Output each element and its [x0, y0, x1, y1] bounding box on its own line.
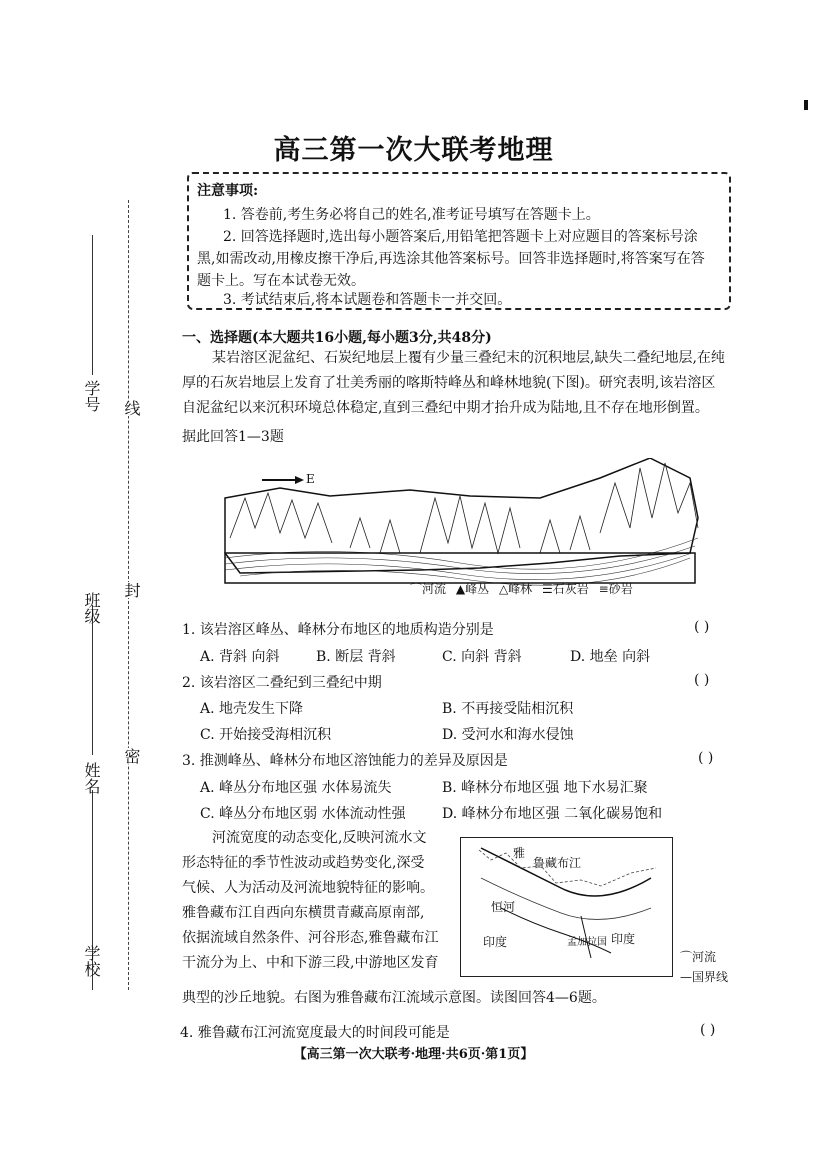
class-field-line — [92, 605, 93, 755]
map-label-india-left: 印度 — [483, 935, 508, 949]
legend-fenglin: 峰林 — [508, 582, 533, 596]
fenglin-legend-icon: △ — [498, 582, 509, 596]
q1-option-b: B. 断层 背斜 — [316, 649, 396, 665]
q3-option-b: B. 峰林分布地区强 地下水易汇聚 — [442, 780, 648, 796]
limestone-legend-icon: ☰ — [542, 582, 553, 596]
passage2-line-1: 河流宽度的动态变化,反映河流水文 — [212, 830, 427, 846]
legend-limestone: 石灰岩 — [552, 582, 589, 596]
notice-item-2c: 题卡上。写在本试卷无效。 — [197, 273, 365, 289]
map-legend-border: 国界线 — [692, 970, 729, 984]
q4-answer-paren: ( ) — [700, 1022, 716, 1038]
legend-fengcong: 峰丛 — [465, 582, 490, 596]
page-footer: 【高三第一次大联考·地理·共6页·第1页】 — [293, 1047, 534, 1062]
fengcong-legend-icon: ▲ — [455, 582, 466, 596]
intro-line-2: 厚的石灰岩地层上发育了壮美秀丽的喀斯特峰丛和峰林地貌(下图)。研究表明,该岩溶区 — [182, 375, 716, 391]
passage2-line-5: 依据流域自然条件、河谷形态,雅鲁藏布江 — [182, 930, 439, 946]
q3-answer-paren: ( ) — [698, 750, 714, 766]
river-legend-icon: ⌒ — [410, 582, 423, 596]
name-field-line — [92, 790, 93, 880]
exam-title: 高三第一次大联考地理 — [273, 135, 554, 166]
intro-line-3: 自泥盆纪以来沉积环境总体稳定,直到三叠纪中期才抬升成为陆地,且不存在地形倒置。 — [182, 400, 709, 416]
map-label-bangladesh: 孟加拉国 — [567, 937, 607, 948]
q2-option-a: A. 地壳发生下降 — [200, 701, 304, 717]
notice-item-2b: 黑,如需改动,用橡皮擦干净后,再选涂其他答案标号。回答非选择题时,将答案写在答 — [197, 251, 705, 267]
notice-box — [187, 172, 731, 310]
map-label-ya: 雅 — [513, 846, 526, 860]
q1-option-a: A. 背斜 向斜 — [200, 649, 280, 665]
east-arrow-head — [295, 476, 304, 484]
karst-block-diagram — [220, 458, 720, 598]
q1-stem: 1. 该岩溶区峰丛、峰林分布地区的地质构造分别是 — [182, 622, 494, 638]
seal-mi: 密 — [122, 748, 141, 764]
q3-stem: 3. 推测峰丛、峰林分布地区溶蚀能力的差异及原因是 — [182, 753, 508, 769]
q1-option-c: C. 向斜 背斜 — [442, 649, 522, 665]
seal-feng: 封 — [122, 582, 141, 598]
section-heading: 一、选择题(本大题共16小题,每小题3分,共48分) — [182, 330, 492, 346]
map-legend-river-row — [680, 947, 728, 967]
class-label: 班级 — [82, 592, 101, 624]
karst-diagram-svg — [220, 458, 720, 598]
student-id-label: 学号 — [82, 380, 101, 412]
figure1-legend — [410, 580, 633, 597]
q3-option-a: A. 峰丛分布地区强 水体易流失 — [200, 780, 392, 796]
name-label: 姓名 — [82, 762, 101, 794]
border-symbol-icon: — — [680, 970, 692, 984]
notice-item-3: 3. 考试结束后,将本试题卷和答题卡一并交回。 — [223, 292, 512, 308]
direction-label: E — [306, 472, 315, 486]
map-label-india-right: 印度 — [611, 932, 636, 946]
notice-item-1: 1. 答卷前,考生务必将自己的姓名,准考证号填写在答题卡上。 — [223, 207, 600, 223]
passage2-line-3: 气候、人为活动及河流地貌特征的影响。 — [182, 880, 434, 896]
map-legend-border-row — [680, 967, 728, 987]
q2-option-c: C. 开始接受海相沉积 — [200, 727, 332, 743]
q1-answer-paren: ( ) — [694, 619, 710, 635]
map-label-yarlung: 鲁藏布江 — [533, 856, 582, 870]
q2-option-b: B. 不再接受陆相沉积 — [442, 701, 574, 717]
map-label-ganges: 恒河 — [491, 900, 516, 914]
sandstone-legend-icon: ≡ — [598, 582, 609, 596]
page-edge-mark — [804, 100, 808, 110]
legend-river: 河流 — [422, 582, 447, 596]
id-field-line — [92, 235, 93, 375]
q3-option-d: D. 峰林分布地区强 二氧化碳易饱和 — [442, 806, 663, 822]
passage2-line-7: 典型的沙丘地貌。右图为雅鲁藏布江流域示意图。读图回答4—6题。 — [182, 990, 606, 1006]
notice-item-2a: 2. 回答选择题时,选出每小题答案后,用铅笔把答题卡上对应题目的答案标号涂 — [223, 229, 698, 245]
map-legend — [680, 947, 728, 987]
q2-option-d: D. 受河水和海水侵蚀 — [442, 727, 574, 743]
map-legend-river: 河流 — [692, 950, 717, 964]
q1-option-d: D. 地垒 向斜 — [570, 649, 651, 665]
seal-xian: 线 — [122, 400, 141, 416]
passage2-line-4: 雅鲁藏布江自西向东横贯青藏高原南部, — [182, 905, 425, 921]
intro-line-4: 据此回答1—3题 — [182, 429, 284, 445]
q2-answer-paren: ( ) — [694, 672, 710, 688]
q2-stem: 2. 该岩溶区二叠纪到三叠纪中期 — [182, 675, 382, 691]
yarlung-basin-map — [460, 837, 673, 977]
passage2-line-6: 干流分为上、中和下游三段,中游地区发育 — [182, 955, 439, 971]
river-symbol-icon: ⌒ — [680, 950, 693, 964]
school-label: 学校 — [82, 945, 101, 977]
terrain-surface — [225, 458, 698, 573]
q3-option-c: C. 峰丛分布地区弱 水体流动性强 — [200, 806, 406, 822]
intro-line-1: 某岩溶区泥盆纪、石炭纪地层上覆有少量三叠纪末的沉积地层,缺失二叠纪地层,在纯 — [212, 350, 725, 366]
legend-sandstone: 砂岩 — [608, 582, 633, 596]
passage2-line-2: 形态特征的季节性波动或趋势变化,深受 — [182, 855, 425, 871]
q4-stem: 4. 雅鲁藏布江河流宽度最大的时间段可能是 — [180, 1025, 450, 1041]
notice-heading: 注意事项: — [197, 183, 259, 199]
